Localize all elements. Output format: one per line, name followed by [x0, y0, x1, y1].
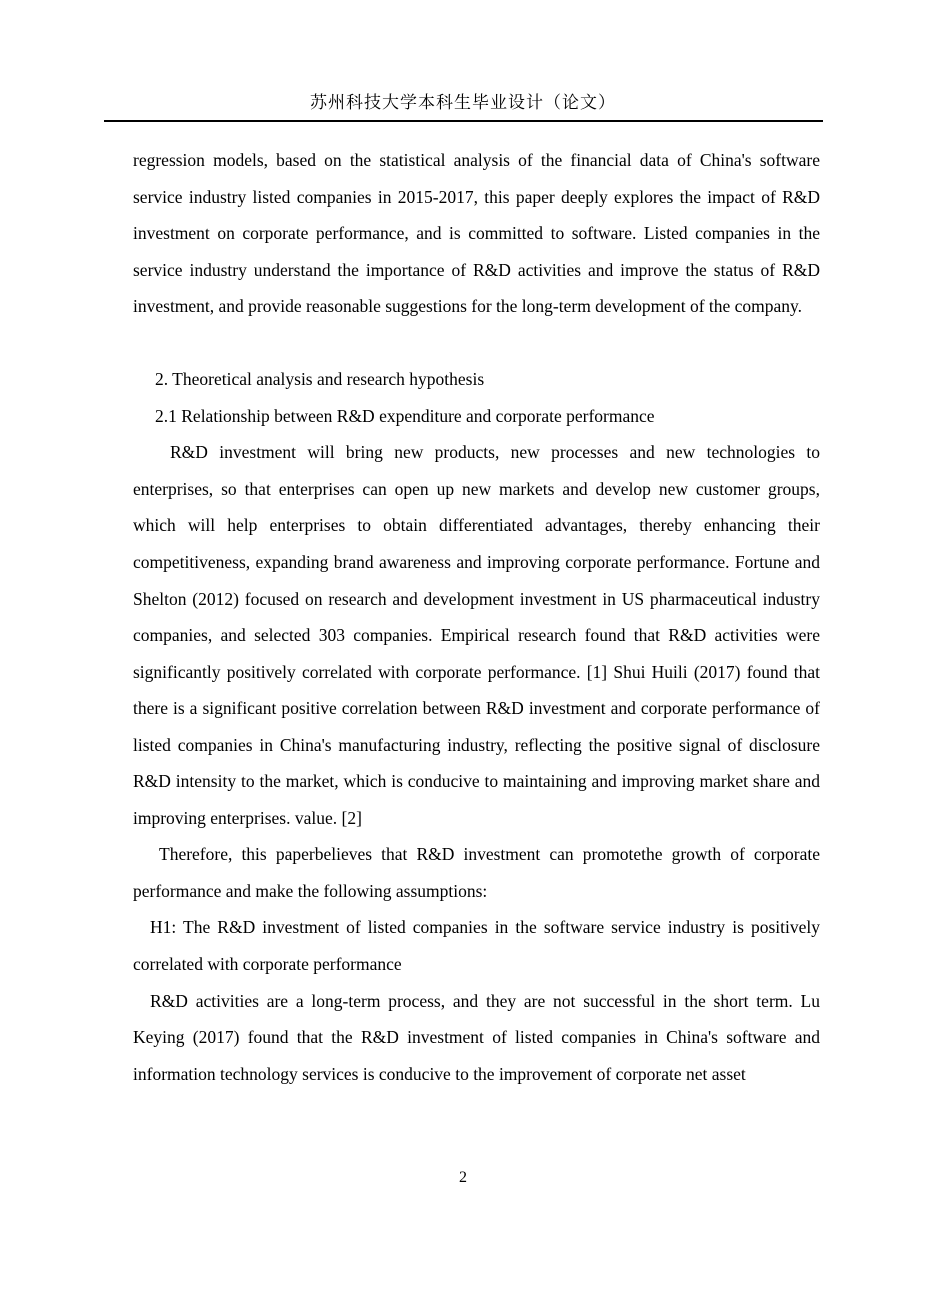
paragraph-therefore: Therefore, this paperbelieves that R&D investment can promotethe growth of corporate performance and make the following assumptions:	[133, 844, 820, 901]
header-rule	[104, 120, 823, 122]
page-body	[133, 142, 820, 1092]
header-title: 苏州科技大学本科生毕业设计（论文）	[310, 93, 616, 112]
page-number: 2	[459, 1169, 467, 1186]
page-header	[0, 88, 926, 113]
page-footer	[0, 1169, 926, 1187]
paragraph-rd-investment: R&D investment will bring new products, new processes and new technologies to enterprises, so that enterprises can open up new markets and develop new customer groups, which will help enterprises to obtain differentiated advantages, thereby enhancing their competitiveness, expanding brand awareness and improving corporate performance. Fortune and Shelton (2012) focused on research and development investment in US pharmaceutical industry companies, and selected 303 companies. Empirical research found that R&D activities were significantly positively correlated with corporate performance. [1] Shui Huili (2017) found that there is a significant positive correlation between R&D investment and corporate performance of listed companies in China's manufacturing industry, reflecting the positive signal of disclosure R&D intensity to the market, which is conducive to maintaining and improving market share and improving enterprises. value. [2]	[133, 442, 820, 828]
paragraph-hypothesis-h1: H1: The R&D investment of listed companies in the software service industry is positively correlated with corporate performance	[133, 917, 820, 975]
paragraph-rd-activities: R&D activities are a long-term process, and they are not successful in the short term. Lu Keying (2017) found that the R&D investment of listed companies in China's software and information technology services is conducive to the improvement of corporate net asset	[133, 990, 820, 1084]
section-heading: 2. Theoretical analysis and research hypothesis	[155, 369, 485, 390]
intro-paragraph: regression models, based on the statistical analysis of the financial data of China's software service industry listed companies in 2015-2017, this paper deeply explores the impact of R&D investment on corporate performance, and is committed to software. Listed companies in the service industry understand the importance of R&D activities and improve the status of R&D investment, and provide reasonable suggestions for the long-term development of the company.	[133, 150, 820, 317]
subsection-heading: 2.1 Relationship between R&D expenditure and corporate performance	[155, 405, 655, 426]
